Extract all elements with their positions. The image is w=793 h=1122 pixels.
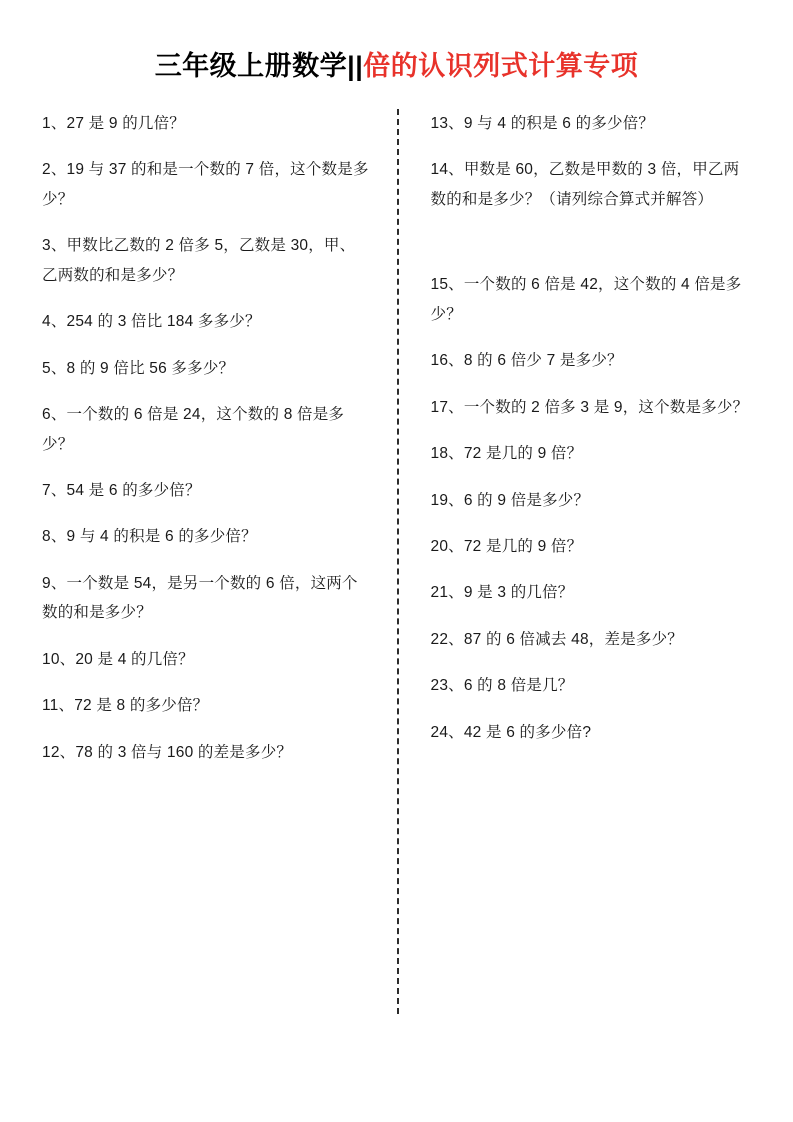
question-item: 6、一个数的 6 倍是 24，这个数的 8 倍是多少？ <box>42 406 345 453</box>
question-item: 2、19 与 37 的和是一个数的 7 倍，这个数是多少？ <box>42 161 369 208</box>
question-item: 7、54 是 6 的多少倍？ <box>42 481 201 499</box>
question-item: 11、72 是 8 的多少倍？ <box>42 697 209 715</box>
question-item: 18、72 是几的 9 倍？ <box>430 445 583 463</box>
page-title-accent: 倍的认识列式计算专项 <box>363 51 639 81</box>
question-item: 8、9 与 4 的积是 6 的多少倍？ <box>42 528 257 546</box>
question-columns <box>42 109 751 1069</box>
question-item: 19、6 的 9 倍是多少？ <box>430 491 590 509</box>
page-title-main: 三年级上册数学|| <box>154 51 364 81</box>
question-item: 4、254 的 3 倍比 184 多多少？ <box>42 313 261 331</box>
question-item: 12、78 的 3 倍与 160 的差是多少？ <box>42 743 293 761</box>
question-item: 22、87 的 6 倍减去 48，差是多少？ <box>430 630 683 648</box>
question-item: 9、一个数是 54，是另一个数的 6 倍，这两个数的和是多少？ <box>42 574 358 622</box>
question-item: 5、8 的 9 倍比 56 多多少？ <box>42 359 235 377</box>
question-item: 3、甲数比乙数的 2 倍多 5，乙数是 30，甲、乙两数的和是多少？ <box>42 237 356 284</box>
question-item: 10、20 是 4 的几倍？ <box>42 650 194 668</box>
question-item: 24、42 是 6 的多少倍? <box>430 723 592 741</box>
question-item: 13、9 与 4 的积是 6 的多少倍？ <box>430 115 655 132</box>
question-item: 1、27 是 9 的几倍？ <box>42 115 186 132</box>
page-title <box>42 44 751 83</box>
question-item: 21、9 是 3 的几倍？ <box>430 584 574 602</box>
question-item: 14、甲数是 60，乙数是甲数的 3 倍，甲乙两数的和是多少？（请列综合算式并解答） <box>430 161 740 208</box>
question-column-left <box>42 109 397 1069</box>
column-divider <box>397 109 399 1014</box>
question-item: 15、一个数的 6 倍是 42，这个数的 4 倍是多少？ <box>430 276 742 323</box>
question-item: 16、8 的 6 倍少 7 是多少？ <box>430 352 623 370</box>
question-item: 23、6 的 8 倍是几？ <box>430 677 574 695</box>
question-item: 20、72 是几的 9 倍？ <box>430 537 583 555</box>
question-column-right <box>397 109 752 1069</box>
question-item: 17、一个数的 2 倍多 3 是 9，这个数是多少？ <box>430 398 749 416</box>
